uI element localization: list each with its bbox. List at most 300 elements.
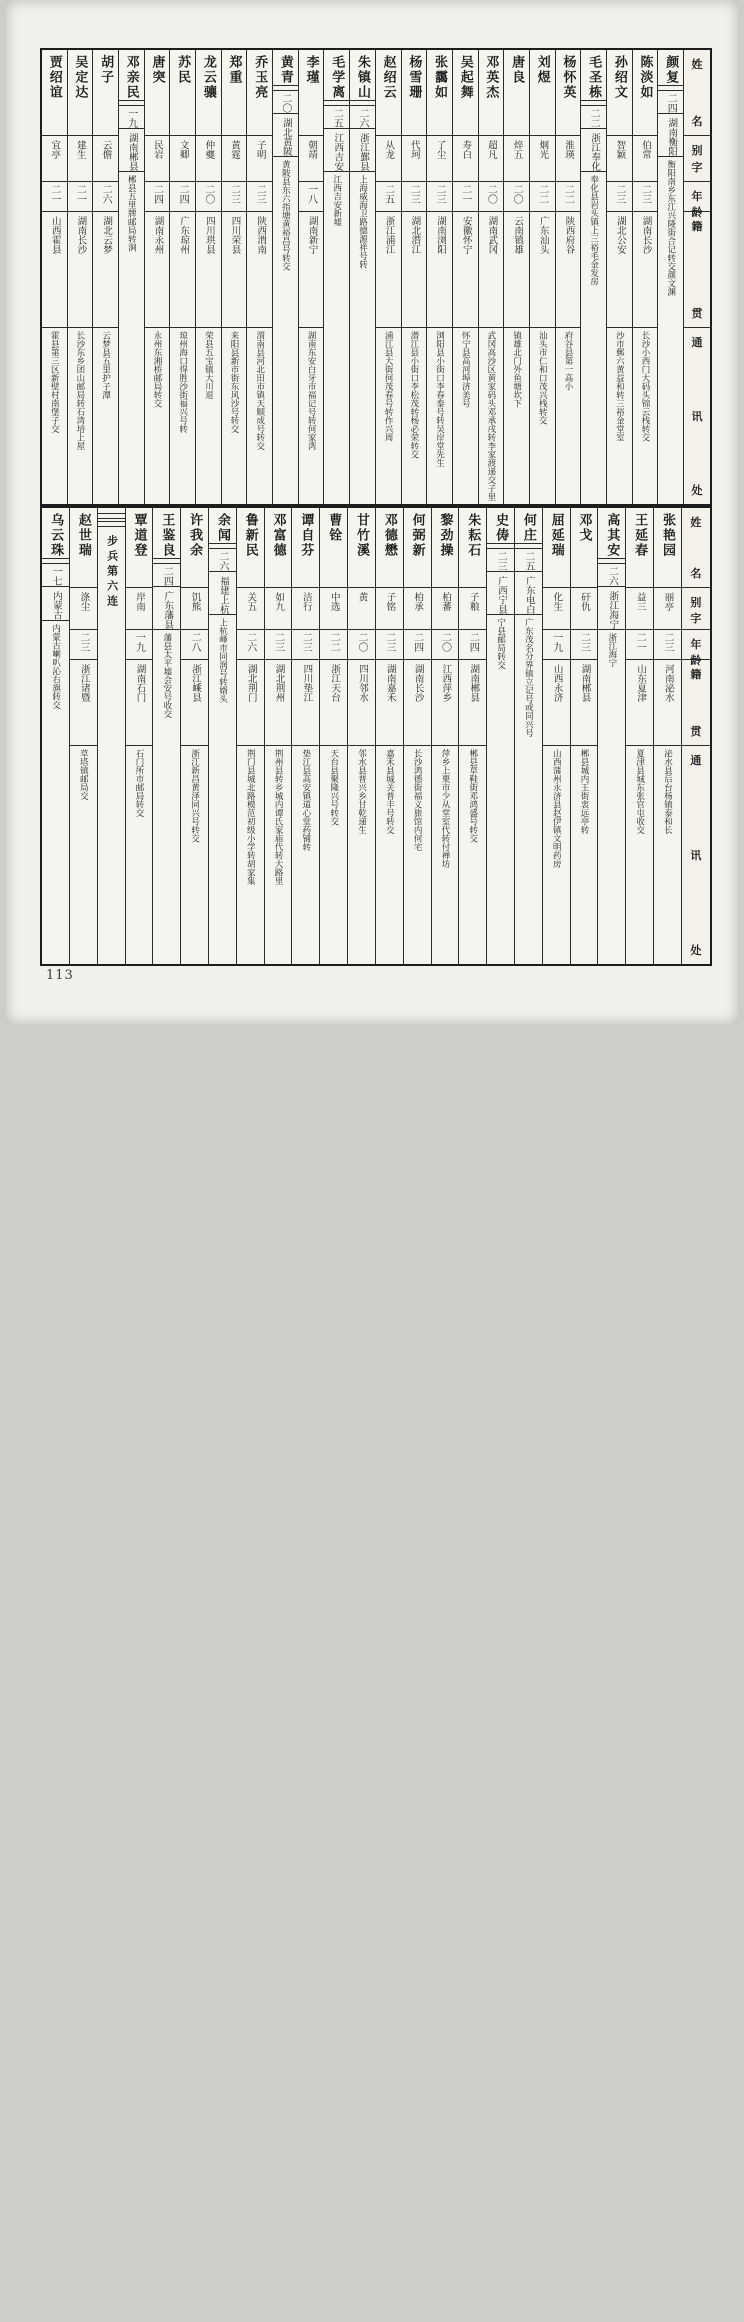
cell-address: [427, 328, 452, 504]
native-text: 浙江奉化: [588, 129, 599, 171]
address-text: 嘉禾县城关普丰号转交: [384, 746, 394, 964]
cell-age: [607, 182, 632, 212]
name-text: 刘煜: [533, 50, 552, 85]
native-text: 山东夏津: [634, 660, 645, 702]
cell-native: [348, 660, 375, 746]
person-column: [632, 50, 658, 504]
name-text: 乔玉亮: [250, 50, 269, 100]
age-text: 二六: [98, 182, 113, 204]
address-text: 浦江县大街何茂春号转作兴周: [383, 328, 393, 504]
cell-name: [273, 50, 298, 86]
cell-address: [70, 746, 97, 964]
cell-courtesy: [247, 136, 272, 182]
cell-address: [93, 328, 118, 504]
age-text: 二四: [465, 630, 480, 652]
person-column: [69, 508, 97, 964]
name-text: 谭自芬: [296, 508, 315, 558]
header-label-chars: 通 讯 处: [682, 746, 710, 964]
native-text: 湖北荆门: [245, 660, 256, 702]
person-column: [458, 508, 486, 964]
cell-courtesy: [68, 136, 93, 182]
cell-name: [68, 50, 93, 136]
name-text: 屈延瑞: [547, 508, 566, 558]
name-text: 甘竹溪: [352, 508, 371, 558]
person-column: [478, 50, 504, 504]
address-text: 草塔镇邮局交: [78, 746, 88, 964]
cell-native: [459, 660, 486, 746]
cell-age: [453, 182, 478, 212]
native-text: 湖北云梦: [100, 212, 111, 254]
cell-address: [658, 157, 683, 2322]
cell-courtesy: [556, 136, 581, 182]
name-text: 颜复: [661, 50, 680, 85]
courtesy-text: 代珂: [407, 136, 421, 159]
native-text: 云南镇雄: [511, 212, 522, 254]
cell-age: [571, 630, 598, 660]
courtesy-text: 从龙: [381, 136, 395, 159]
cell-courtesy: [222, 136, 247, 182]
name-text: 乌云珠: [46, 508, 65, 558]
age-text: 二二: [560, 182, 575, 204]
cell-age: [402, 182, 427, 212]
cell-name: [626, 508, 653, 588]
cell-courtesy: [402, 136, 427, 182]
person-column: [118, 50, 144, 504]
cell-age: [68, 182, 93, 212]
cell-name: [479, 50, 504, 136]
header-label-courtesy: [682, 588, 710, 630]
cell-address: [402, 328, 427, 504]
native-text: 湖南浏阳: [434, 212, 445, 254]
name-text: 贾绍谊: [45, 50, 64, 100]
cell-courtesy: [432, 588, 459, 630]
age-text: 二二: [586, 106, 601, 128]
address-text: 奉化县岩头镇上三裕毛金发房: [589, 172, 599, 2322]
age-text: 二二: [535, 182, 550, 204]
cell-age: [237, 630, 264, 660]
cell-courtesy: [427, 136, 452, 182]
header-label-address: [682, 746, 710, 964]
cell-address: [487, 615, 514, 2322]
native-text: 河南泌水: [662, 660, 673, 702]
native-text: 湖南新宁: [306, 212, 317, 254]
cell-address: [153, 630, 180, 2322]
address-text: 浙江新昌黄泽同兴号转交: [190, 746, 200, 964]
age-text: 二〇: [354, 630, 369, 652]
native-text: 湖南长沙: [412, 660, 423, 702]
cell-native: [119, 129, 144, 172]
age-text: 二一: [72, 182, 87, 204]
address-text: 夏津县城东张官屯收交: [635, 746, 645, 964]
scanned-page: [6, 0, 738, 1024]
courtesy-text: 如九: [271, 588, 285, 611]
native-text: 湖南郴县: [579, 660, 590, 702]
age-text: 二六: [215, 549, 230, 571]
person-column: [246, 50, 272, 504]
age-text: 二五: [329, 106, 344, 128]
page-number: 113: [46, 968, 74, 983]
age-text: 二三: [252, 182, 267, 204]
cell-address: [265, 746, 292, 964]
cell-address: [196, 328, 221, 504]
cell-address: [530, 328, 555, 504]
age-text: 一九: [124, 106, 139, 128]
age-text: 二二: [326, 630, 341, 652]
header-label-age: [684, 182, 710, 212]
cell-native: [556, 212, 581, 328]
name-text: 龙云骧: [199, 50, 218, 100]
cell-address: [504, 328, 529, 504]
courtesy-text: 涤尘: [76, 588, 90, 611]
name-text: 许我余: [185, 508, 204, 558]
name-text: 毛学离: [327, 50, 346, 100]
cell-native: [376, 660, 403, 746]
native-text: 广东汕头: [537, 212, 548, 254]
name-text: 杨怀英: [558, 50, 577, 100]
cell-courtesy: [292, 588, 319, 630]
address-text: 长沙鸿德街福义旅馆内何宅: [412, 746, 422, 964]
person-column: [144, 50, 170, 504]
cell-courtesy: [70, 588, 97, 630]
header-label-courtesy: [684, 136, 710, 182]
person-column: [349, 50, 375, 504]
cell-address: [42, 328, 67, 504]
name-text: 邓英杰: [481, 50, 500, 100]
cell-native: [153, 587, 180, 630]
courtesy-text: 子明: [253, 136, 267, 159]
cell-courtesy: [196, 136, 221, 182]
cell-native: [126, 660, 153, 746]
cell-courtesy: [654, 588, 681, 630]
person-column: [580, 50, 606, 504]
person-column: [67, 50, 93, 504]
cell-age: [292, 630, 319, 660]
cell-name: [581, 50, 606, 101]
cell-name: [153, 508, 180, 559]
courtesy-text: 益三: [633, 588, 647, 611]
name-text: 鲁新民: [241, 508, 260, 558]
cell-native: [42, 587, 69, 621]
person-column: [323, 50, 349, 504]
cell-age: [181, 630, 208, 660]
address-text: 宁县邮局转交: [496, 615, 506, 2322]
cell-age: [479, 182, 504, 212]
name-text: 苏民: [173, 50, 192, 85]
native-text: 湖南长沙: [74, 212, 85, 254]
cell-native: [68, 212, 93, 328]
name-text: 王延春: [630, 508, 649, 558]
courtesy-text: 柏承: [410, 588, 424, 611]
address-text: 郴县草鞋街邓鸿盛号转交: [468, 746, 478, 964]
cell-address: [98, 527, 125, 2322]
cell-name: [427, 50, 452, 136]
cell-native: [196, 212, 221, 328]
cell-name: [556, 50, 581, 136]
cell-age: [633, 182, 658, 212]
native-text: 浙江天台: [328, 660, 339, 702]
age-text: 二六: [243, 630, 258, 652]
cell-courtesy: [181, 588, 208, 630]
age-text: 二〇: [509, 182, 524, 204]
person-column: [264, 508, 292, 964]
native-text: 山西霍县: [49, 212, 60, 254]
name-text: 黄青: [276, 50, 295, 85]
header-label-chars: 姓 名: [684, 50, 710, 135]
cell-courtesy: [571, 588, 598, 630]
age-text: 二四: [159, 564, 174, 586]
cell-name: [530, 50, 555, 136]
cell-address: [324, 172, 349, 2322]
header-label-chars: 年 龄: [682, 630, 710, 659]
address-text: 上杭峰市同润号转婿头: [217, 615, 227, 2322]
cell-native: [350, 129, 375, 172]
cell-native: [626, 660, 653, 746]
cell-age: [654, 630, 681, 660]
name-text: 曹铨: [324, 508, 343, 543]
cell-address: [432, 746, 459, 964]
header-label-chars: 通 讯 处: [684, 328, 710, 504]
native-text: 湖北公安: [614, 212, 625, 254]
cell-name: [324, 50, 349, 101]
person-column: [347, 508, 375, 964]
cell-native: [515, 572, 542, 615]
address-text: 萍乡上栗市少从堂室代转付禅坊: [440, 746, 450, 964]
cell-name: [571, 508, 598, 588]
age-text: 二三: [660, 630, 675, 652]
cell-native: [487, 572, 514, 615]
address-text: 潜江县小街口李松茂转杨必荣转交: [409, 328, 419, 504]
cell-age: [427, 182, 452, 212]
native-text: 陕西渭南: [254, 212, 265, 254]
cell-age: [320, 630, 347, 660]
person-column: [291, 508, 319, 964]
name-text: 赵绍云: [379, 50, 398, 100]
courtesy-text: 丽亭: [660, 588, 674, 611]
cell-address: [598, 630, 625, 2322]
person-column: [426, 50, 452, 504]
cell-native: [404, 660, 431, 746]
native-text: 湖南嘉禾: [384, 660, 395, 702]
cell-age: [598, 564, 625, 587]
cell-address: [145, 328, 170, 504]
name-text: 覃道登: [130, 508, 149, 558]
cell-name: [598, 508, 625, 559]
cell-courtesy: [404, 588, 431, 630]
native-text: 江西萍乡: [439, 660, 450, 702]
courtesy-text: 淮瑛: [561, 136, 575, 159]
cell-native: [209, 572, 236, 615]
name-text: 毛圣栋: [584, 50, 603, 100]
header-label-native: [684, 212, 710, 328]
cell-name: [348, 508, 375, 588]
address-text: 沙市郵六黄益和转三裕金堂室: [614, 328, 624, 504]
name-text: 高其安: [602, 508, 621, 558]
cell-name: [607, 50, 632, 136]
native-text: 福建上杭: [217, 572, 228, 614]
top-directory-table: [40, 48, 712, 506]
native-text: 湖北荆州: [273, 660, 284, 702]
person-column: [503, 50, 529, 504]
person-column: [125, 508, 153, 964]
cell-age: [170, 182, 195, 212]
name-text: 邓富德: [269, 508, 288, 558]
cell-courtesy: [320, 588, 347, 630]
native-text: 内蒙古: [50, 587, 61, 620]
cell-courtesy: [170, 136, 195, 182]
cell-native: [571, 660, 598, 746]
cell-courtesy: [376, 588, 403, 630]
cell-native: [543, 660, 570, 746]
age-text: 二三: [638, 182, 653, 204]
cell-age: [324, 106, 349, 129]
cell-address: [273, 157, 298, 2322]
address-text: 天台县聚隆兴号转交: [329, 746, 339, 964]
cell-age: [626, 630, 653, 660]
age-text: 二五: [521, 549, 536, 571]
courtesy-text: 柏蕃: [438, 588, 452, 611]
courtesy-text: 化生: [549, 588, 563, 611]
cell-name: [170, 50, 195, 136]
cell-native: [581, 129, 606, 172]
age-text: 一八: [304, 182, 319, 204]
cell-native: [93, 212, 118, 328]
person-column: [169, 50, 195, 504]
cell-native: [654, 660, 681, 746]
cell-address: [68, 328, 93, 504]
cell-age: [153, 564, 180, 587]
cell-native: [145, 212, 170, 328]
cell-age: [404, 630, 431, 660]
courtesy-text: 建生: [73, 136, 87, 159]
address-text: 步兵第六连: [105, 527, 118, 2322]
cell-address: [633, 328, 658, 504]
address-text: 汕头市仁和口茂兴栈转交: [537, 328, 547, 504]
cell-native: [658, 114, 683, 157]
person-column: [452, 50, 478, 504]
cell-name: [376, 508, 403, 588]
name-text: 吴起舞: [456, 50, 475, 100]
person-column: [298, 50, 324, 504]
cell-address: [247, 328, 272, 504]
age-text: 二四: [663, 91, 678, 113]
person-column: [431, 508, 459, 964]
cell-name: [487, 508, 514, 544]
name-text: 赵世瑞: [74, 508, 93, 558]
age-text: 一九: [132, 630, 147, 652]
cell-name: [237, 508, 264, 588]
cell-native: [247, 212, 272, 328]
age-text: 二〇: [483, 182, 498, 204]
cell-address: [404, 746, 431, 964]
person-column: [653, 508, 681, 964]
cell-courtesy: [530, 136, 555, 182]
cell-age: [515, 549, 542, 572]
native-text: 浙江鄞县: [357, 129, 368, 171]
cell-native: [479, 212, 504, 328]
cell-native: [70, 660, 97, 746]
cell-courtesy: [145, 136, 170, 182]
cell-age: [145, 182, 170, 212]
header-label-chars: 别 字: [684, 136, 710, 181]
native-text: 广西宁县: [495, 572, 506, 614]
cell-name: [404, 508, 431, 588]
address-text: 琼州海口得胜沙街福兴号转: [178, 328, 188, 504]
cell-name: [126, 508, 153, 588]
cell-age: [581, 106, 606, 129]
name-text: 何弼新: [408, 508, 427, 558]
person-column: [236, 508, 264, 964]
cell-address: [654, 746, 681, 964]
cell-name: [181, 508, 208, 588]
address-text: 衡阳南乡东江兴隆街合记转交颜文渊: [666, 157, 676, 2322]
address-text: 藩县太平墟会安号收交: [162, 630, 172, 2322]
cell-native: [453, 212, 478, 328]
name-text: 何庄: [519, 508, 538, 543]
header-label-chars: 别 字: [682, 588, 710, 629]
native-text: 四川垫江: [300, 660, 311, 702]
cell-address: [376, 746, 403, 964]
name-text: 史俦: [491, 508, 510, 543]
cell-name: [265, 508, 292, 588]
cell-name: [376, 50, 401, 136]
name-text: 杨雪珊: [404, 50, 423, 100]
cell-courtesy: [504, 136, 529, 182]
cell-native: [265, 660, 292, 746]
cell-address: [170, 328, 195, 504]
cell-native: [222, 212, 247, 328]
address-text: 黄陂县东六指塘黄裕昌号转交: [280, 157, 290, 2322]
person-column: [597, 508, 625, 964]
cell-name: [633, 50, 658, 136]
age-text: 二〇: [201, 182, 216, 204]
age-text: 二一: [47, 182, 62, 204]
cell-age: [273, 91, 298, 114]
name-text: 唐良: [507, 50, 526, 85]
name-text: 李瑾: [302, 50, 321, 85]
cell-name: [654, 508, 681, 588]
age-text: 二〇: [437, 630, 452, 652]
person-column: [555, 50, 581, 504]
native-text: 陕西府谷: [563, 212, 574, 254]
cell-native: [427, 212, 452, 328]
cell-age: [376, 630, 403, 660]
name-text: 余闻: [213, 508, 232, 543]
age-text: 二八: [187, 630, 202, 652]
name-text: 张靄如: [430, 50, 449, 100]
address-text: 上海威海卫路德源祥号转: [357, 172, 367, 2322]
cell-address: [320, 746, 347, 964]
cell-age: [70, 630, 97, 660]
courtesy-text: 寿白: [458, 136, 472, 159]
courtesy-text: 文卿: [176, 136, 190, 159]
address-text: 内蒙古喇叭沁右旗转交: [51, 621, 61, 2322]
cell-age: [376, 182, 401, 212]
address-text: 广东茂名分界镇立记号或同兴号: [523, 615, 533, 2322]
name-text: 王鉴良: [157, 508, 176, 558]
name-text: 郑重: [225, 50, 244, 85]
age-text: 二六: [355, 106, 370, 128]
name-text: 邓戈: [575, 508, 594, 543]
address-text: 浏阳县小街口李春泰号转吴岸堂先生: [435, 328, 445, 504]
cell-native: [633, 212, 658, 328]
person-column: [195, 50, 221, 504]
cell-age: [42, 564, 69, 587]
courtesy-text: 黄: [355, 588, 369, 602]
cell-native: [376, 212, 401, 328]
cell-address: [515, 615, 542, 2322]
native-text: 江西吉安: [331, 129, 342, 171]
cell-courtesy: [299, 136, 324, 182]
